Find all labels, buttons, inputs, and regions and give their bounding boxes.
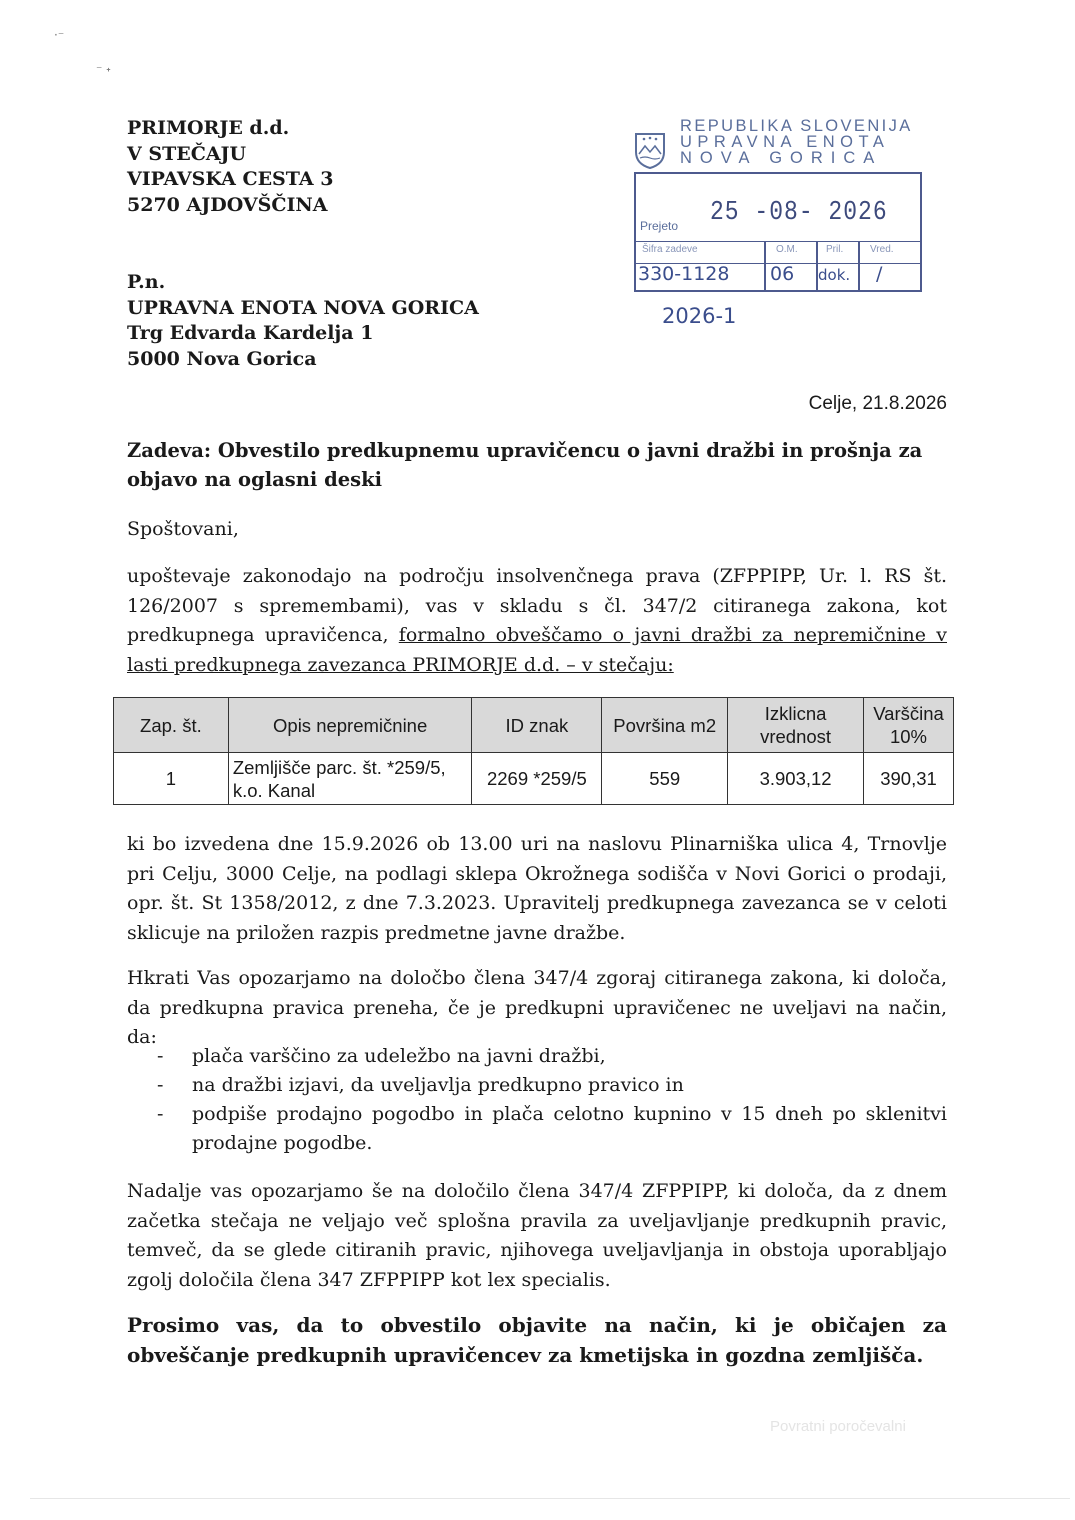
handwritten-vred: /: [876, 263, 883, 285]
stamp-header-label: Pril.: [826, 244, 844, 255]
handwritten-om: 06: [770, 263, 795, 285]
list-item-text: podpiše prodajno pogodbo in plača celotno kupnino v 15 dneh po sklenitvi prodajne pogodbe.: [192, 1103, 947, 1154]
table-header-cell: Opis nepremičnine: [228, 698, 472, 753]
subject-line: Zadeva: Obvestilo predkupnemu upravičencu o javni dražbi in prošnja za objavo na oglasni deski: [127, 439, 923, 491]
table-header-cell: Zap. št.: [114, 698, 229, 753]
sender-line: PRIMORJE d.d.: [127, 117, 290, 139]
received-date: 25 -08- 2026: [710, 197, 888, 227]
sender-line: V STEČAJU: [127, 142, 247, 165]
scan-edge-line: [30, 1498, 1070, 1499]
received-stamp: [632, 118, 924, 338]
sender-line: VIPAVSKA CESTA 3: [127, 168, 334, 190]
list-item: - plača varščino za udeležbo na javni dražbi,: [157, 1045, 606, 1067]
stamp-org-line: UPRAVNA ENOTA: [680, 133, 890, 151]
closing-request: Prosimo vas, da to obvestilo objavite na način, ki je običajen za obveščanje predkupnih upravičencev za kmetijska in gozdna zemljišča.: [127, 1313, 947, 1367]
stamp-header-label: Šifra zadeve: [642, 244, 698, 255]
auction-paragraph: ki bo izvedena dne 15.9.2026 ob 13.00 uri na naslovu Plinarniška ulica 4, Trnovlje pri Celju, 3000 Celje, na podlagi sklepa Okrožnega sodišča v Novi Gorici o prodaji, opr. št. St 1358/2012, z dne 7.3.2023. Upravitelj predkupnega zavezanca se v celoti sklicuje na priložen razpis predmetne javne dražbe.: [127, 833, 947, 944]
lex-specialis-paragraph: Nadalje vas opozarjamo še na določilo člena 347/4 ZFPPIPP, ki določa, da z dnem začetka stečaja ne veljajo več splošna pravila za uveljavljanje predkupnih pravic, temveč, da se glede citiranih pravic, njihovega uveljavljanja in obstoja uporabljajo zgolj določila člena 347 ZFPPIPP kot lex specialis.: [127, 1180, 947, 1291]
table-header-cell: Varščina 10%: [864, 698, 954, 753]
warning-paragraph: Hkrati Vas opozarjamo na določbo člena 347/4 zgoraj citiranega zakona, ki določa, da predkupna pravica preneha, če je predkupni upravičenec ne uveljavi na način, da:: [127, 967, 947, 1048]
table-header-cell: ID znak: [472, 698, 602, 753]
recipient-line: 5000 Nova Gorica: [127, 347, 317, 370]
list-item-text: plača varščino za udeležbo na javni dražbi,: [192, 1045, 606, 1067]
sender-line: 5270 AJDOVŠČINA: [127, 193, 328, 216]
stamp-org-name: [680, 118, 913, 166]
faint-bleed-text: Povratni poročevalni: [770, 1418, 906, 1435]
table-cell: 2269 *259/5: [472, 753, 602, 805]
handwritten-year: 2026-1: [662, 304, 737, 328]
place-date: Celje, 21.8.2026: [808, 393, 947, 414]
coat-of-arms-icon: [634, 130, 666, 170]
table-cell: 390,31: [864, 753, 954, 805]
intro-text: upoštevaje zakonodajo na področju insolvenčnega prava (ZFPPIPP, Ur. l. RS št. 126/2007 s spremembami), vas v skladu s čl. 347/2 citiranega zakona, kot predkupnega upravičenca,: [127, 565, 947, 646]
handwritten-case-number: 330-1128: [638, 263, 730, 285]
stamp-header-label: O.M.: [776, 244, 798, 255]
received-label: Prejeto: [640, 219, 679, 233]
stamp-org-line: NOVA GORICA: [680, 149, 883, 167]
table-header-row: [114, 698, 954, 753]
list-item: - podpiše prodajno pogodbo in plača celotno kupnino v 15 dneh po sklenitvi prodajne pogodbe.: [157, 1103, 947, 1154]
table-cell: 559: [602, 753, 728, 805]
recipient-address: [127, 270, 479, 372]
recipient-line: P.n.: [127, 271, 166, 293]
handwritten-pril: dok.: [818, 266, 851, 284]
scan-speck: ·⁻: [54, 28, 65, 42]
table-row: [114, 753, 954, 805]
table-header-cell: Izklicna vrednost: [728, 698, 864, 753]
scan-speck: ⁻ ˖: [96, 62, 111, 76]
intro-underlined-text: formalno obveščamo o javni dražbi za nepremičnine v lasti predkupnega zavezanca PRIMORJE d.d. – v stečaju:: [127, 624, 947, 676]
recipient-line: UPRAVNA ENOTA NOVA GORICA: [127, 296, 479, 319]
stamp-divider: [764, 241, 766, 290]
sender-address: [127, 116, 333, 218]
stamp-header-row: [636, 241, 920, 263]
table-cell: 3.903,12: [728, 753, 864, 805]
salutation: Spoštovani,: [127, 518, 239, 540]
table-header-cell: Površina m2: [602, 698, 728, 753]
list-item-text: na dražbi izjavi, da uveljavlja predkupno pravico in: [192, 1074, 684, 1096]
intro-paragraph: [127, 562, 947, 680]
table-cell: 1: [114, 753, 229, 805]
recipient-line: Trg Edvarda Kardelja 1: [127, 322, 374, 344]
property-table: [113, 697, 954, 805]
list-item: - na dražbi izjavi, da uveljavlja predkupno pravico in: [157, 1074, 684, 1096]
stamp-header-label: Vred.: [870, 244, 894, 255]
stamp-divider: [858, 241, 860, 290]
conditions-list: [127, 1042, 947, 1158]
stamp-org-line: REPUBLIKA SLOVENIJA: [680, 117, 913, 135]
table-cell: Zemljišče parc. št. *259/5, k.o. Kanal: [228, 753, 472, 805]
